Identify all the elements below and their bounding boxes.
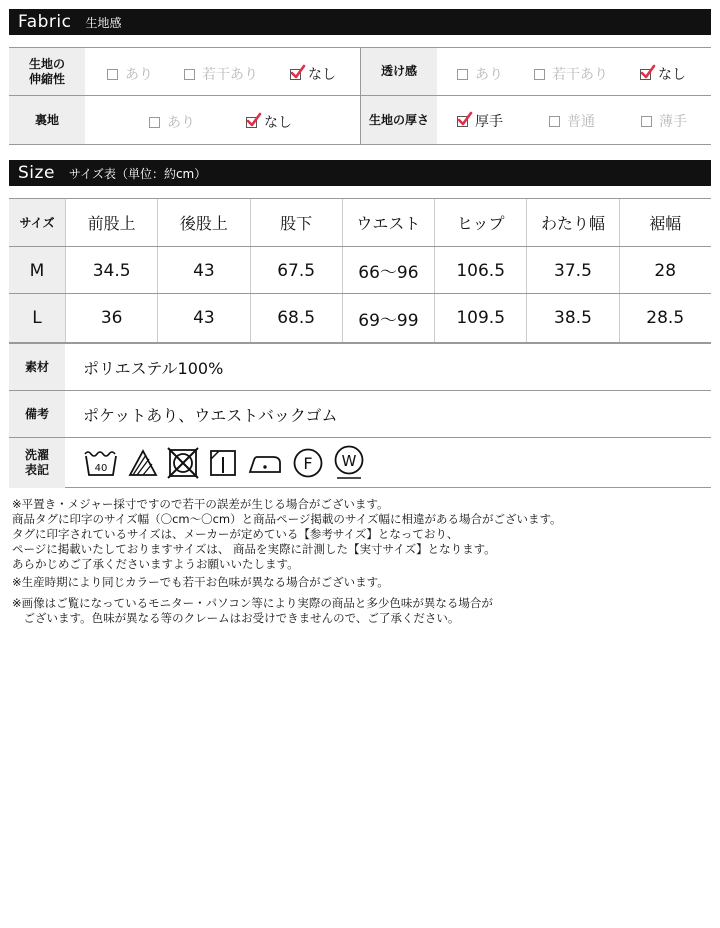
table-cell: M: [9, 247, 65, 294]
size-table: [9, 198, 711, 343]
care-label: 洗濯 表記: [9, 438, 65, 488]
table-header-cell: 股下: [250, 199, 342, 246]
table-header-cell: ヒップ: [434, 199, 526, 246]
note-line: ございます。色味が異なる等のクレームはお受けできませんので、ご了承ください。: [12, 611, 460, 625]
table-row: [9, 293, 711, 342]
stretch-label: 生地の 伸縮性: [9, 48, 85, 95]
size-header-bar: [9, 160, 711, 186]
table-row: [9, 246, 711, 294]
stretch-option-no[interactable]: なし: [290, 64, 336, 84]
note-line: タグに印字されているサイズは、メーカーが定めている【参考サイズ】となっており、: [12, 527, 459, 541]
table-cell: 37.5: [526, 247, 618, 294]
size-subtitle: サイズ表（単位：約cm）: [68, 166, 207, 181]
wet-clean-w-icon: [333, 445, 365, 481]
table-header-cell: 前股上: [65, 199, 157, 246]
checked-checkbox-icon: [457, 116, 468, 127]
table-cell: 36: [65, 294, 157, 342]
stretch-option-yes[interactable]: あり: [107, 64, 153, 84]
note-line: 商品タグに印字のサイズ幅（〇cm〜〇cm）と商品ページ掲載のサイズ幅に相違がある場合がございます。: [12, 512, 562, 526]
note-line: ※画像はご覧になっているモニター・パソコン等により実際の商品と多少色味が異なる場合が: [12, 596, 493, 610]
checked-checkbox-icon: [290, 69, 301, 80]
checkbox-icon: [149, 117, 160, 128]
table-cell: L: [9, 294, 65, 342]
remarks-value: ポケットあり、ウエストバックゴム: [83, 406, 338, 425]
fabric-table: [9, 47, 711, 145]
note-line: ※生産時期により同じカラーでも若干お色味が異なる場合がございます。: [12, 575, 389, 589]
thickness-option-thin[interactable]: 薄手: [641, 111, 687, 131]
checkbox-icon: [107, 69, 118, 80]
thickness-option-thick[interactable]: 厚手: [457, 111, 503, 131]
lining-label: 裏地: [9, 96, 85, 144]
table-cell: 106.5: [434, 247, 526, 294]
no-tumble-dry-icon: [167, 447, 199, 479]
table-cell: 109.5: [434, 294, 526, 342]
checked-checkbox-icon: [246, 117, 257, 128]
svg-text:40: 40: [94, 463, 108, 474]
checked-checkbox-icon: [640, 69, 651, 80]
remarks-label: 備考: [9, 391, 65, 438]
material-row: [9, 344, 711, 390]
stretch-option-slight[interactable]: 若干あり: [184, 64, 258, 84]
note-line: あらかじめご了承くださいますようお願いいたします。: [12, 557, 299, 571]
thickness-label: 生地の厚さ: [361, 96, 437, 144]
remarks-row: [9, 390, 711, 438]
material-label: 素材: [9, 344, 65, 390]
lining-option-yes[interactable]: あり: [149, 112, 195, 132]
table-header-cell: わたり幅: [526, 199, 618, 246]
table-header-cell: 裾幅: [619, 199, 711, 246]
fabric-title: Fabric: [18, 12, 72, 32]
line-dry-shade-icon: [208, 448, 238, 478]
checkbox-icon: [457, 69, 468, 80]
checkbox-icon: [641, 116, 652, 127]
dry-clean-f-icon: [292, 447, 324, 479]
checkbox-icon: [534, 69, 545, 80]
info-table: [9, 343, 711, 488]
wash-40-icon: [83, 448, 119, 478]
table-cell: 43: [157, 294, 249, 342]
table-cell: 69〜99: [342, 294, 434, 342]
table-cell: 66〜96: [342, 247, 434, 294]
table-cell: 38.5: [526, 294, 618, 342]
sheer-option-no[interactable]: なし: [640, 64, 686, 84]
checkbox-icon: [184, 69, 195, 80]
notes: [12, 497, 708, 626]
sheer-option-yes[interactable]: あり: [457, 64, 503, 84]
lining-option-no[interactable]: なし: [246, 112, 292, 132]
size-table-header-row: [9, 199, 711, 246]
thickness-option-normal[interactable]: 普通: [549, 111, 595, 131]
svg-text:W: W: [341, 452, 357, 470]
size-title: Size: [18, 163, 55, 183]
table-cell: 67.5: [250, 247, 342, 294]
note-line: ※平置き・メジャー採寸ですので若干の誤差が生じる場合がございます。: [12, 497, 389, 511]
care-row: [9, 437, 711, 488]
table-cell: 28: [619, 247, 711, 294]
sheer-option-slight[interactable]: 若干あり: [534, 64, 608, 84]
care-icons: [65, 438, 365, 488]
note-line: ページに掲載いたしておりますサイズは、 商品を実際に計測した【実寸サイズ】となります。: [12, 542, 496, 556]
table-header-cell: ウエスト: [342, 199, 434, 246]
table-cell: 43: [157, 247, 249, 294]
sheer-label: 透け感: [361, 48, 437, 95]
table-cell: 28.5: [619, 294, 711, 342]
table-header-cell: 後股上: [157, 199, 249, 246]
svg-text:F: F: [303, 454, 313, 473]
fabric-header-bar: [9, 9, 711, 35]
bleach-not-allowed-icon: [128, 448, 158, 478]
material-value: ポリエステル100%: [83, 358, 224, 378]
table-cell: 34.5: [65, 247, 157, 294]
checkbox-icon: [549, 116, 560, 127]
table-header-cell: サイズ: [9, 199, 65, 246]
fabric-subtitle: 生地感: [85, 15, 122, 30]
iron-low-icon: [247, 448, 283, 478]
table-cell: 68.5: [250, 294, 342, 342]
